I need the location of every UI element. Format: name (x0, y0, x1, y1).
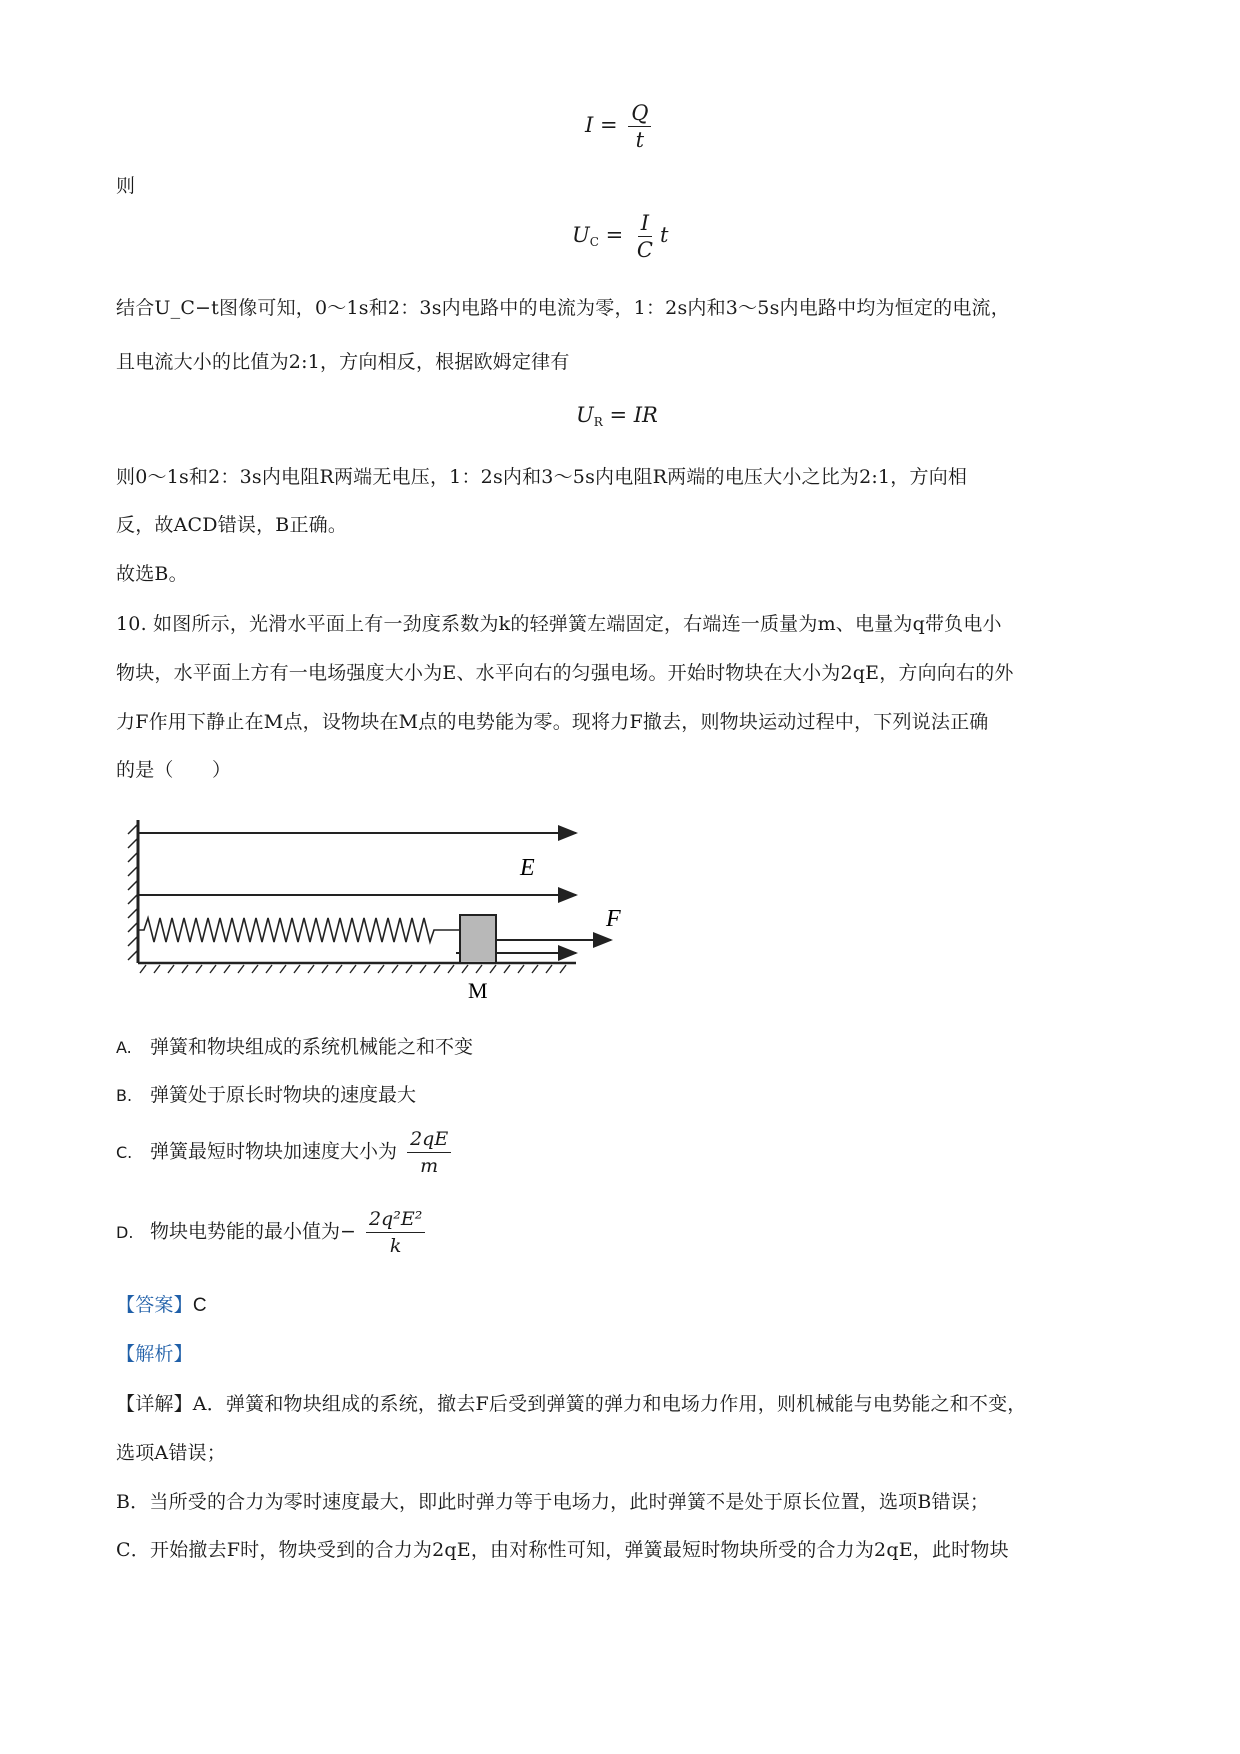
option-d-label: D. (116, 1222, 134, 1242)
formula-current-lhs: I = (585, 113, 618, 137)
option-d (116, 1206, 429, 1259)
formula-uc (572, 210, 668, 263)
formula-uc-subscript: C (589, 235, 599, 249)
option-a-label: A. (116, 1038, 132, 1057)
paragraph-line: 则0～1s和2：3s内电阻R两端无电压，1：2s内和3～5s内电阻R两端的电压大小之比为2:1，方向相 (116, 466, 968, 488)
fraction-i-over-c (634, 210, 656, 263)
question-10-line: 10. 如图所示，光滑水平面上有一劲度系数为k的轻弹簧左端固定，右端连一质量为m、电量为q带负电小 (116, 613, 1002, 635)
option-d-text: 物块电势能的最小值为− (150, 1220, 356, 1243)
detail-line: B．当所受的合力为零时速度最大，即此时弹力等于电场力，此时弹簧不是处于原长位置，选项B错误； (116, 1491, 990, 1513)
detail-line: C．开始撤去F时，物块受到的合力为2qE，由对称性可知，弹簧最短时物块所受的合力为2qE，此时物块 (116, 1539, 1009, 1561)
formula-current (585, 100, 655, 153)
label-f: F (606, 906, 621, 932)
option-b-text: 弹簧处于原长时物块的速度最大 (150, 1084, 417, 1106)
paragraph-line: 反，故ACD错误，B正确。 (116, 514, 348, 536)
paragraph-line: 且电流大小的比值为2:1，方向相反，根据欧姆定律有 (116, 351, 570, 373)
answer-line (116, 1291, 207, 1320)
formula-uc-equals: = (605, 223, 624, 247)
fraction-numerator: 2q²E² (366, 1206, 425, 1233)
ground-hatching (140, 965, 566, 973)
formula-ur-symbol: U (576, 403, 594, 427)
option-c (116, 1126, 455, 1179)
label-m: M (468, 978, 488, 1003)
fraction-2q2e2-over-k (366, 1206, 425, 1259)
option-b (116, 1081, 416, 1110)
formula-uc-t: t (659, 223, 669, 247)
formula-uc-symbol: U (572, 223, 590, 247)
fraction-denominator: t (635, 128, 645, 152)
block (460, 915, 496, 963)
answer-tag: 【答案】 (116, 1294, 193, 1316)
fraction-numerator: Q (628, 100, 651, 127)
option-c-text: 弹簧最短时物块加速度大小为 (150, 1140, 398, 1163)
formula-ur-subscript: R (593, 415, 603, 429)
paragraph-line: 结合U_C−t图像可知，0～1s和2：3s内电路中的电流为零，1：2s内和3～5s内电路中均为恒定的电流， (116, 297, 1010, 319)
question-10-line: 的是（ ） (116, 759, 232, 781)
option-b-label: B. (116, 1086, 133, 1105)
text-ze: 则 (116, 175, 136, 197)
option-c-label: C. (116, 1142, 133, 1162)
choose-b-line: 故选B。 (116, 563, 188, 585)
analysis-tag: 【解析】 (116, 1343, 193, 1365)
fraction-numerator: I (638, 210, 652, 237)
spring (138, 918, 460, 942)
fraction-denominator: m (420, 1155, 439, 1177)
detail-line: 选项A错误； (116, 1442, 226, 1464)
fraction-denominator: k (389, 1235, 402, 1257)
fraction-2qe-over-m (407, 1126, 451, 1179)
question-10-line: 物块，水平面上方有一电场强度大小为E、水平向右的匀强电场。开始时物块在大小为2qE，方向向右的外 (116, 662, 1014, 684)
question-10-line: 力F作用下静止在M点，设物块在M点的电势能为零。现将力F撤去，则物块运动过程中，下列说法正确 (116, 711, 989, 733)
formula-ur-rhs: = IR (609, 403, 658, 427)
option-a (116, 1033, 473, 1062)
detail-line: 【详解】A．弹簧和物块组成的系统，撤去F后受到弹簧的弹力和电场力作用，则机械能与电势能之和不变， (116, 1393, 1027, 1415)
label-e: E (520, 855, 535, 881)
spring-block-figure (116, 808, 636, 1008)
formula-ur (576, 403, 658, 429)
fraction-denominator: C (636, 238, 653, 262)
analysis-tag-line (116, 1340, 193, 1368)
answer-value: C (192, 1295, 207, 1316)
option-a-text: 弹簧和物块组成的系统机械能之和不变 (150, 1036, 474, 1058)
fraction-numerator: 2qE (407, 1126, 451, 1153)
fraction-q-over-t (628, 100, 651, 153)
